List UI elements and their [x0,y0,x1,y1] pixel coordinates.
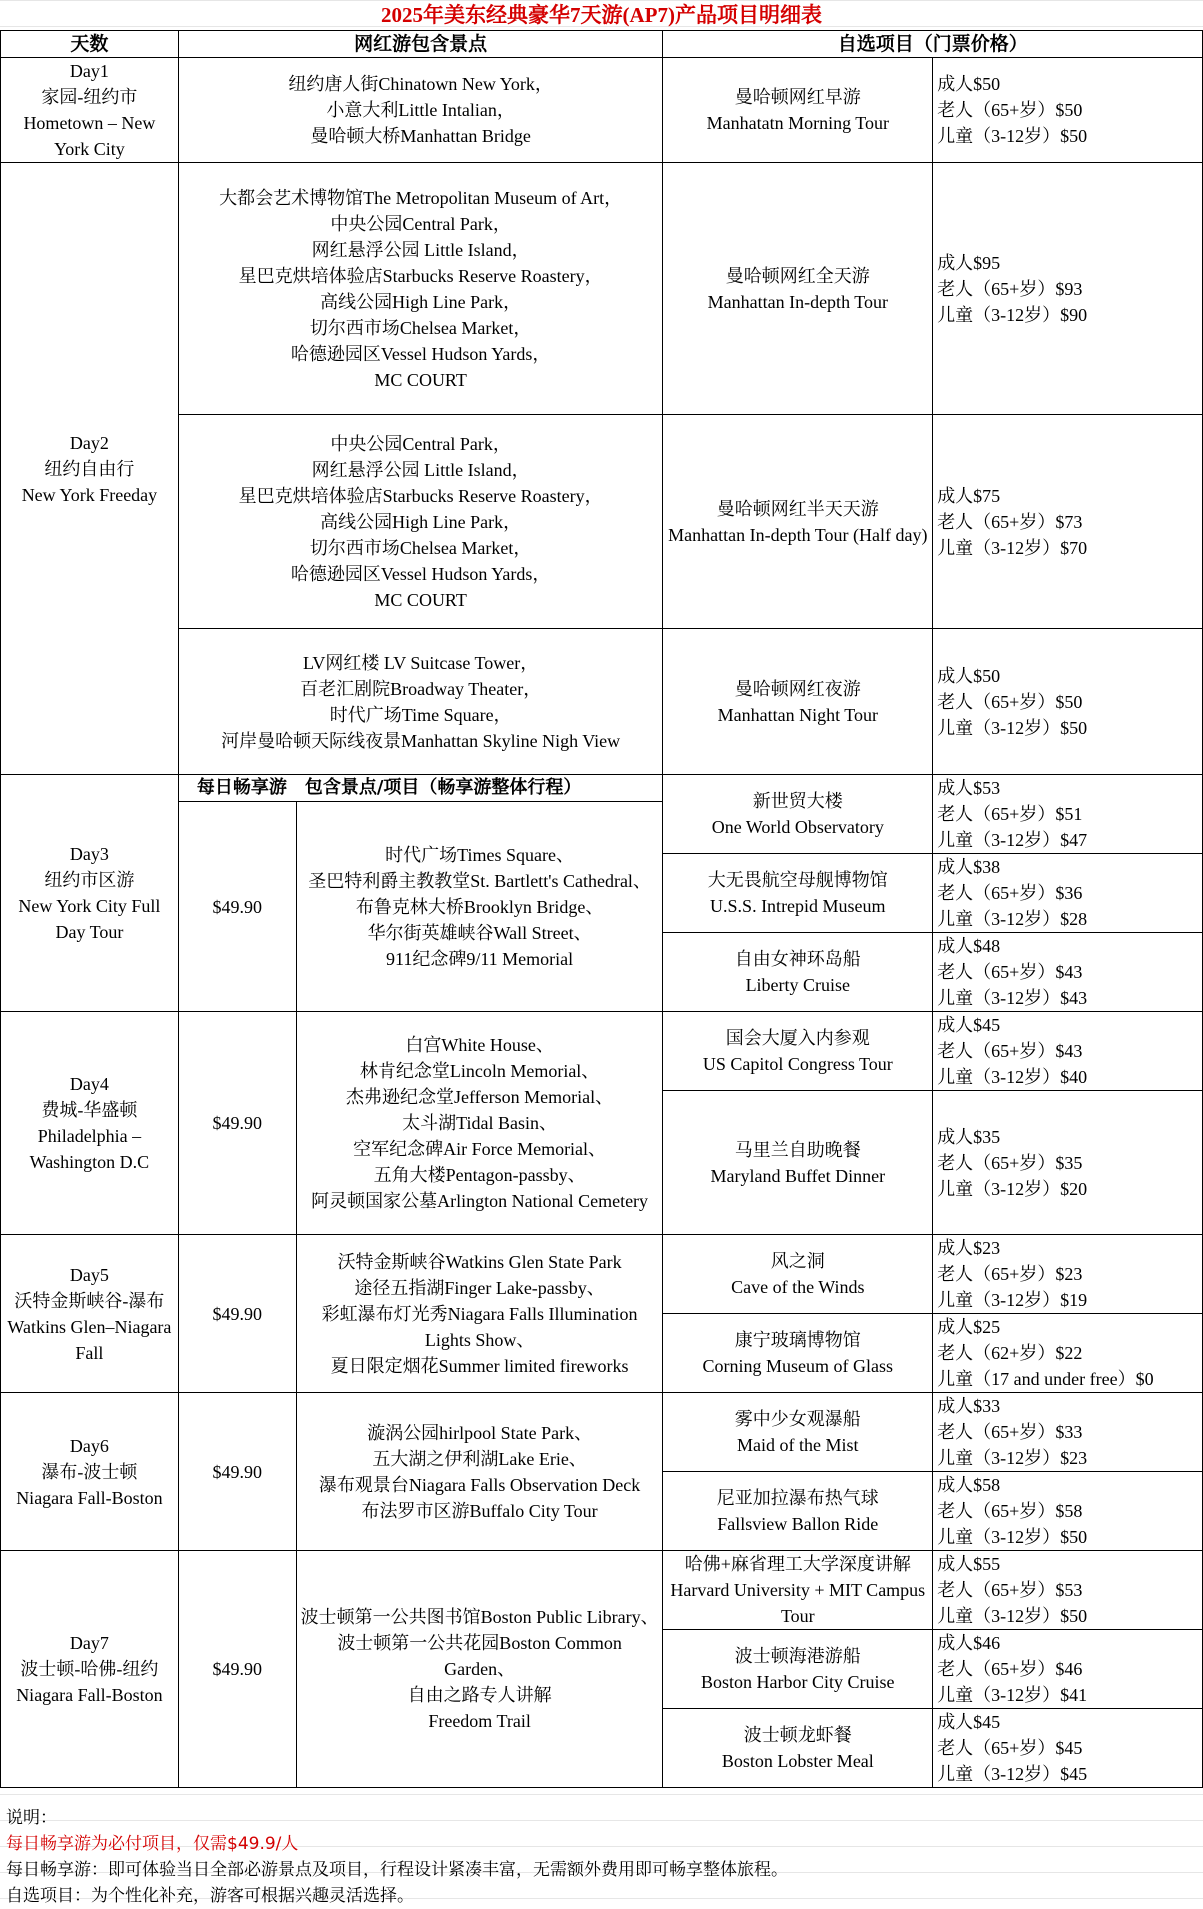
price-child: 儿童（3-12岁）$90 [937,304,1088,325]
price-cell [933,1012,1203,1091]
day-label: Day7 [69,1633,109,1653]
notes [0,1805,1203,1909]
tour-name: 马里兰自助晚餐 [734,1139,861,1160]
price-cell [933,163,1203,415]
notes-required: 每日畅享游为必付项目，仅需$49.9/人 [6,1834,299,1854]
price-adult: 成人$45 [937,1712,1001,1732]
tour-name: 康宁玻璃博物馆 [734,1330,861,1350]
day-route: 费城-华盛顿 [41,1100,138,1120]
price-child: 儿童（3-12岁）$50 [937,1606,1088,1626]
day-cell [1,775,179,1012]
tour-name-cell [663,1551,933,1630]
day-label: Day6 [69,1435,109,1456]
tour-name: 曼哈顿网红全天游 [725,265,870,286]
sight: 圣巴特利爵主教教堂St. Bartlett's Cathedral、 [308,870,651,891]
day-label: Day5 [69,1264,109,1285]
sight: 切尔西市场Chelsea Market， [309,317,532,338]
sight: 彩虹瀑布灯光秀Niagara Falls Illumination Lights Show、 [321,1303,638,1350]
price-child: 儿童（3-12岁）$50 [937,1527,1088,1547]
sight: 曼哈顿大桥Manhattan Bridge [310,126,531,146]
package-price-cell: $49.90 [178,1393,296,1551]
price-child: 儿童（3-12岁）$50 [937,717,1088,738]
day-route: 家园-纽约市 [41,87,138,107]
table-row [1,1235,1203,1314]
price-adult: 成人$50 [937,74,1001,94]
price-adult: 成人$48 [937,936,1001,956]
day-cell [1,1012,179,1235]
tour-name: 自由女神环岛船 [734,949,861,969]
price-child: 儿童（3-12岁）$40 [937,1067,1088,1087]
day-route: 瀑布-波士顿 [41,1461,138,1482]
price-child: 儿童（3-12岁）$23 [937,1448,1088,1468]
price-adult: 成人$53 [937,778,1001,798]
sight: 中央公园Central Park， [330,433,511,454]
tour-name: 曼哈顿网红早游 [734,87,861,107]
sight: 中央公园Central Park， [330,213,511,234]
notes-label: 说明： [6,1808,57,1828]
header-optional: 自选项目（门票价格） [663,31,1203,58]
price-cell [933,933,1203,1012]
sight: 途径五指湖Finger Lake-passby、 [354,1277,605,1298]
tour-name: 尼亚加拉瀑布热气球 [716,1488,879,1508]
day-route-en: Niagara Fall-Boston [16,1487,163,1508]
price-cell [933,415,1203,629]
sight: 哈德逊园区Vessel Hudson Yards， [290,563,551,584]
table-row [1,415,1203,629]
package-price-cell: $49.90 [178,1551,296,1788]
sight: 高线公园High Line Park， [320,511,522,532]
sight: 波士顿第一公共图书馆Boston Public Library、 [300,1607,659,1627]
price-child: 儿童（3-12岁）$50 [937,126,1088,146]
price-senior: 老人（65+岁）$50 [937,691,1083,712]
sight: 漩涡公园hirlpool State Park、 [367,1422,593,1443]
price-adult: 成人$33 [937,1396,1001,1416]
table-row [1,1393,1203,1472]
tour-name-cell [663,1314,933,1393]
header-day: 天数 [1,31,179,58]
price-adult: 成人$23 [937,1238,1001,1258]
package-price-cell: $49.90 [178,1012,296,1235]
table-row [1,1012,1203,1091]
tour-name: 波士顿龙虾餐 [743,1725,852,1745]
day-route-en: New York City Full Day Tour [18,896,161,942]
tour-name: 风之洞 [770,1251,825,1271]
tour-name: 波士顿海港游船 [734,1646,861,1666]
sight: 大都会艺术博物馆The Metropolitan Museum of Art， [219,187,623,208]
price-child: 儿童（3-12岁）$41 [937,1685,1088,1705]
price-adult: 成人$25 [937,1317,1001,1337]
price-senior: 老人（62+岁）$22 [937,1343,1083,1363]
sight: 空军纪念碑Air Force Memorial、 [353,1139,607,1159]
itinerary-table [0,30,1203,1788]
tour-name-en: Corning Museum of Glass [702,1356,894,1376]
price-cell [933,629,1203,775]
sight: 沃特金斯峡谷Watkins Glen State Park [337,1251,622,1272]
package-header: 每日畅享游 包含景点/项目（畅享游整体行程） [178,775,663,802]
tour-name-en: U.S.S. Intrepid Museum [710,896,886,916]
tour-name-cell [663,933,933,1012]
price-child: 儿童（3-12岁）$47 [937,830,1088,850]
tour-name-cell [663,775,933,854]
price-adult: 成人$95 [937,252,1001,273]
day-route-en: Philadelphia – Washington D.C [29,1126,150,1172]
price-adult: 成人$75 [937,485,1001,506]
price-child: 儿童（17 and under free）$0 [937,1369,1154,1389]
sight: 五角大楼Pentagon-passby、 [373,1165,586,1185]
price-child: 儿童（3-12岁）$45 [937,1764,1088,1784]
day-route-en: Niagara Fall-Boston [16,1685,163,1705]
sight: 时代广场Time Square， [329,704,512,725]
sight: 切尔西市场Chelsea Market， [309,537,532,558]
price-adult: 成人$50 [937,665,1001,686]
table-row [1,775,1203,802]
tour-name-cell [663,1393,933,1472]
package-price-cell: $49.90 [178,802,296,1012]
price-child: 儿童（3-12岁）$70 [937,537,1088,558]
sight: 五大湖之伊利湖Lake Erie、 [372,1448,587,1469]
day-cell [1,1551,179,1788]
tour-name: 国会大厦入内参观 [725,1028,870,1048]
sight: MC COURT [374,369,467,390]
sight: 白宫White House、 [405,1035,554,1055]
price-cell [933,1630,1203,1709]
sight: 哈德逊园区Vessel Hudson Yards， [290,343,551,364]
price-senior: 老人（65+岁）$93 [937,278,1083,299]
price-senior: 老人（65+岁）$53 [937,1580,1083,1600]
price-child: 儿童（3-12岁）$43 [937,988,1088,1008]
day-route: 沃特金斯峡谷-瀑布 [14,1290,165,1311]
day-route: 纽约自由行 [44,458,135,479]
sights-cell [178,415,663,629]
tour-name-en: US Capitol Congress Tour [702,1054,893,1074]
tour-name-en: Boston Harbor City Cruise [701,1672,895,1692]
price-cell [933,1314,1203,1393]
price-cell [933,1091,1203,1235]
day-label: Day2 [69,432,109,453]
price-senior: 老人（65+岁）$35 [937,1152,1083,1173]
tour-name-en: Fallsview Ballon Ride [717,1514,879,1534]
page-title: 2025年美东经典豪华7天游(AP7)产品项目明细表 [381,3,822,27]
price-cell [933,1551,1203,1630]
tour-name-cell [663,1091,933,1235]
price-cell [933,854,1203,933]
price-senior: 老人（65+岁）$45 [937,1738,1083,1758]
sight: 时代广场Times Square、 [385,844,574,865]
day-route-en: Watkins Glen–Niagara Fall [7,1316,172,1363]
price-senior: 老人（65+岁）$58 [937,1501,1083,1521]
day-route-en: Hometown – New York City [23,113,156,159]
tour-name-cell [663,854,933,933]
price-cell [933,1709,1203,1788]
price-cell [933,775,1203,854]
tour-name-cell [663,1709,933,1788]
tour-name: 曼哈顿网红半天天游 [716,498,879,519]
tour-name-cell [663,163,933,415]
tour-name-cell [663,1235,933,1314]
sight: 瀑布观景台Niagara Falls Observation Deck [318,1474,641,1495]
price-cell [933,1235,1203,1314]
table-row [1,629,1203,775]
day-cell [1,163,179,775]
price-adult: 成人$35 [937,1126,1001,1147]
sights-cell [178,58,663,163]
day-route: 纽约市区游 [44,870,135,890]
price-senior: 老人（65+岁）$33 [937,1422,1083,1442]
header-sights: 网红游包含景点 [178,31,663,58]
price-senior: 老人（65+岁）$46 [937,1659,1083,1679]
sight: 布法罗市区游Buffalo City Tour [361,1500,598,1521]
tour-name-cell [663,629,933,775]
tour-name-en: Liberty Cruise [745,975,851,995]
price-child: 儿童（3-12岁）$19 [937,1290,1088,1310]
sight: 河岸曼哈顿天际线夜景Manhattan Skyline Nigh View [221,730,621,751]
price-senior: 老人（65+岁）$23 [937,1264,1083,1284]
sight: LV网红楼 LV Suitcase Tower， [303,652,539,673]
table-row [1,163,1203,415]
price-senior: 老人（65+岁）$50 [937,100,1083,120]
price-senior: 老人（65+岁）$36 [937,883,1083,903]
day-cell [1,1393,179,1551]
price-adult: 成人$45 [937,1015,1001,1035]
tour-name-en: Manhattan In-depth Tour (Half day) [668,524,928,545]
sight: 华尔街英雄峡谷Wall Street、 [367,922,592,943]
sights-cell [296,1551,663,1788]
day-cell [1,58,179,163]
day-cell [1,1235,179,1393]
price-cell [933,1472,1203,1551]
price-senior: 老人（65+岁）$51 [937,804,1083,824]
price-adult: 成人$55 [937,1554,1001,1574]
day-label: Day1 [69,61,109,81]
tour-name-cell [663,58,933,163]
table-row [1,58,1203,163]
sight: 杰弗逊纪念堂Jefferson Memorial、 [346,1087,614,1107]
sight: 星巴克烘培体验店Starbucks Reserve Roastery， [238,265,603,286]
sight: 布鲁克林大桥Brooklyn Bridge、 [355,896,604,917]
tour-name-en: Maid of the Mist [737,1435,859,1455]
price-child: 儿童（3-12岁）$20 [937,1178,1088,1199]
sight: 星巴克烘培体验店Starbucks Reserve Roastery， [238,485,603,506]
sights-cell [296,1012,663,1235]
sight: 波士顿第一公共花园Boston Common Garden、 [337,1633,622,1679]
day-label: Day4 [69,1074,109,1094]
day-label: Day3 [69,844,109,864]
tour-name: 曼哈顿网红夜游 [734,678,861,699]
sight: 网红悬浮公园 Little Island， [311,239,530,260]
tour-name: 哈佛+麻省理工大学深度讲解 [684,1554,911,1574]
price-senior: 老人（65+岁）$73 [937,511,1083,532]
price-senior: 老人（65+岁）$43 [937,1041,1083,1061]
tour-name-en: Manhattan In-depth Tour [707,291,888,312]
tour-name-en: Maryland Buffet Dinner [710,1165,886,1186]
package-price-cell: $49.90 [178,1235,296,1393]
day-route-en: New York Freeday [21,484,158,505]
tour-name-en: Boston Lobster Meal [721,1751,874,1771]
sight: MC COURT [374,589,467,610]
tour-name: 大无畏航空母舰博物馆 [707,870,888,890]
notes-explain-package: 每日畅享游：即可体验当日全部必游景点及项目，行程设计紧凑丰富，无需额外费用即可畅享整体旅程。 [6,1860,788,1880]
sights-cell [296,802,663,1012]
tour-name-en: One World Observatory [711,817,884,837]
price-child: 儿童（3-12岁）$28 [937,909,1088,929]
price-adult: 成人$38 [937,857,1001,877]
sight: 百老汇剧院Broadway Theater， [300,678,542,699]
sights-cell [296,1393,663,1551]
sights-cell [178,629,663,775]
tour-name-en: Harvard University + MIT Campus Tour [670,1580,926,1626]
tour-name-cell [663,1012,933,1091]
tour-name-en: Manhatatn Morning Tour [706,113,889,133]
tour-name-cell [663,1472,933,1551]
tour-name-en: Cave of the Winds [731,1277,865,1297]
price-adult: 成人$58 [937,1475,1001,1495]
price-cell [933,58,1203,163]
sight: 小意大利Little Intalian， [326,100,515,120]
price-cell [933,1393,1203,1472]
tour-name: 雾中少女观瀑船 [734,1409,861,1429]
notes-explain-optional: 自选项目：为个性化补充，游客可根据兴趣灵活选择。 [6,1886,414,1906]
sight: 太斗湖Tidal Basin、 [402,1113,558,1133]
day-route: 波士顿-哈佛-纽约 [20,1659,159,1679]
sights-cell [178,163,663,415]
tour-name-en: Manhattan Night Tour [717,704,878,725]
sight: 网红悬浮公园 Little Island， [311,459,530,480]
sight: 自由之路专人讲解 [407,1685,552,1705]
price-senior: 老人（65+岁）$43 [937,962,1083,982]
tour-name: 新世贸大楼 [752,791,843,811]
sight: Freedom Trail [428,1711,531,1731]
sight: 夏日限定烟花Summer limited fireworks [330,1355,629,1376]
sight: 纽约唐人街Chinatown New York， [288,74,553,94]
tour-name-cell [663,415,933,629]
tour-name-cell [663,1630,933,1709]
sight: 林肯纪念堂Lincoln Memorial、 [359,1061,600,1081]
sight: 高线公园High Line Park， [320,291,522,312]
table-row [1,1551,1203,1630]
price-adult: 成人$46 [937,1633,1001,1653]
header-row [1,31,1203,58]
sights-cell [296,1235,663,1393]
sight: 911纪念碑9/11 Memorial [386,948,574,969]
sight: 阿灵顿国家公墓Arlington National Cemetery [311,1191,649,1211]
